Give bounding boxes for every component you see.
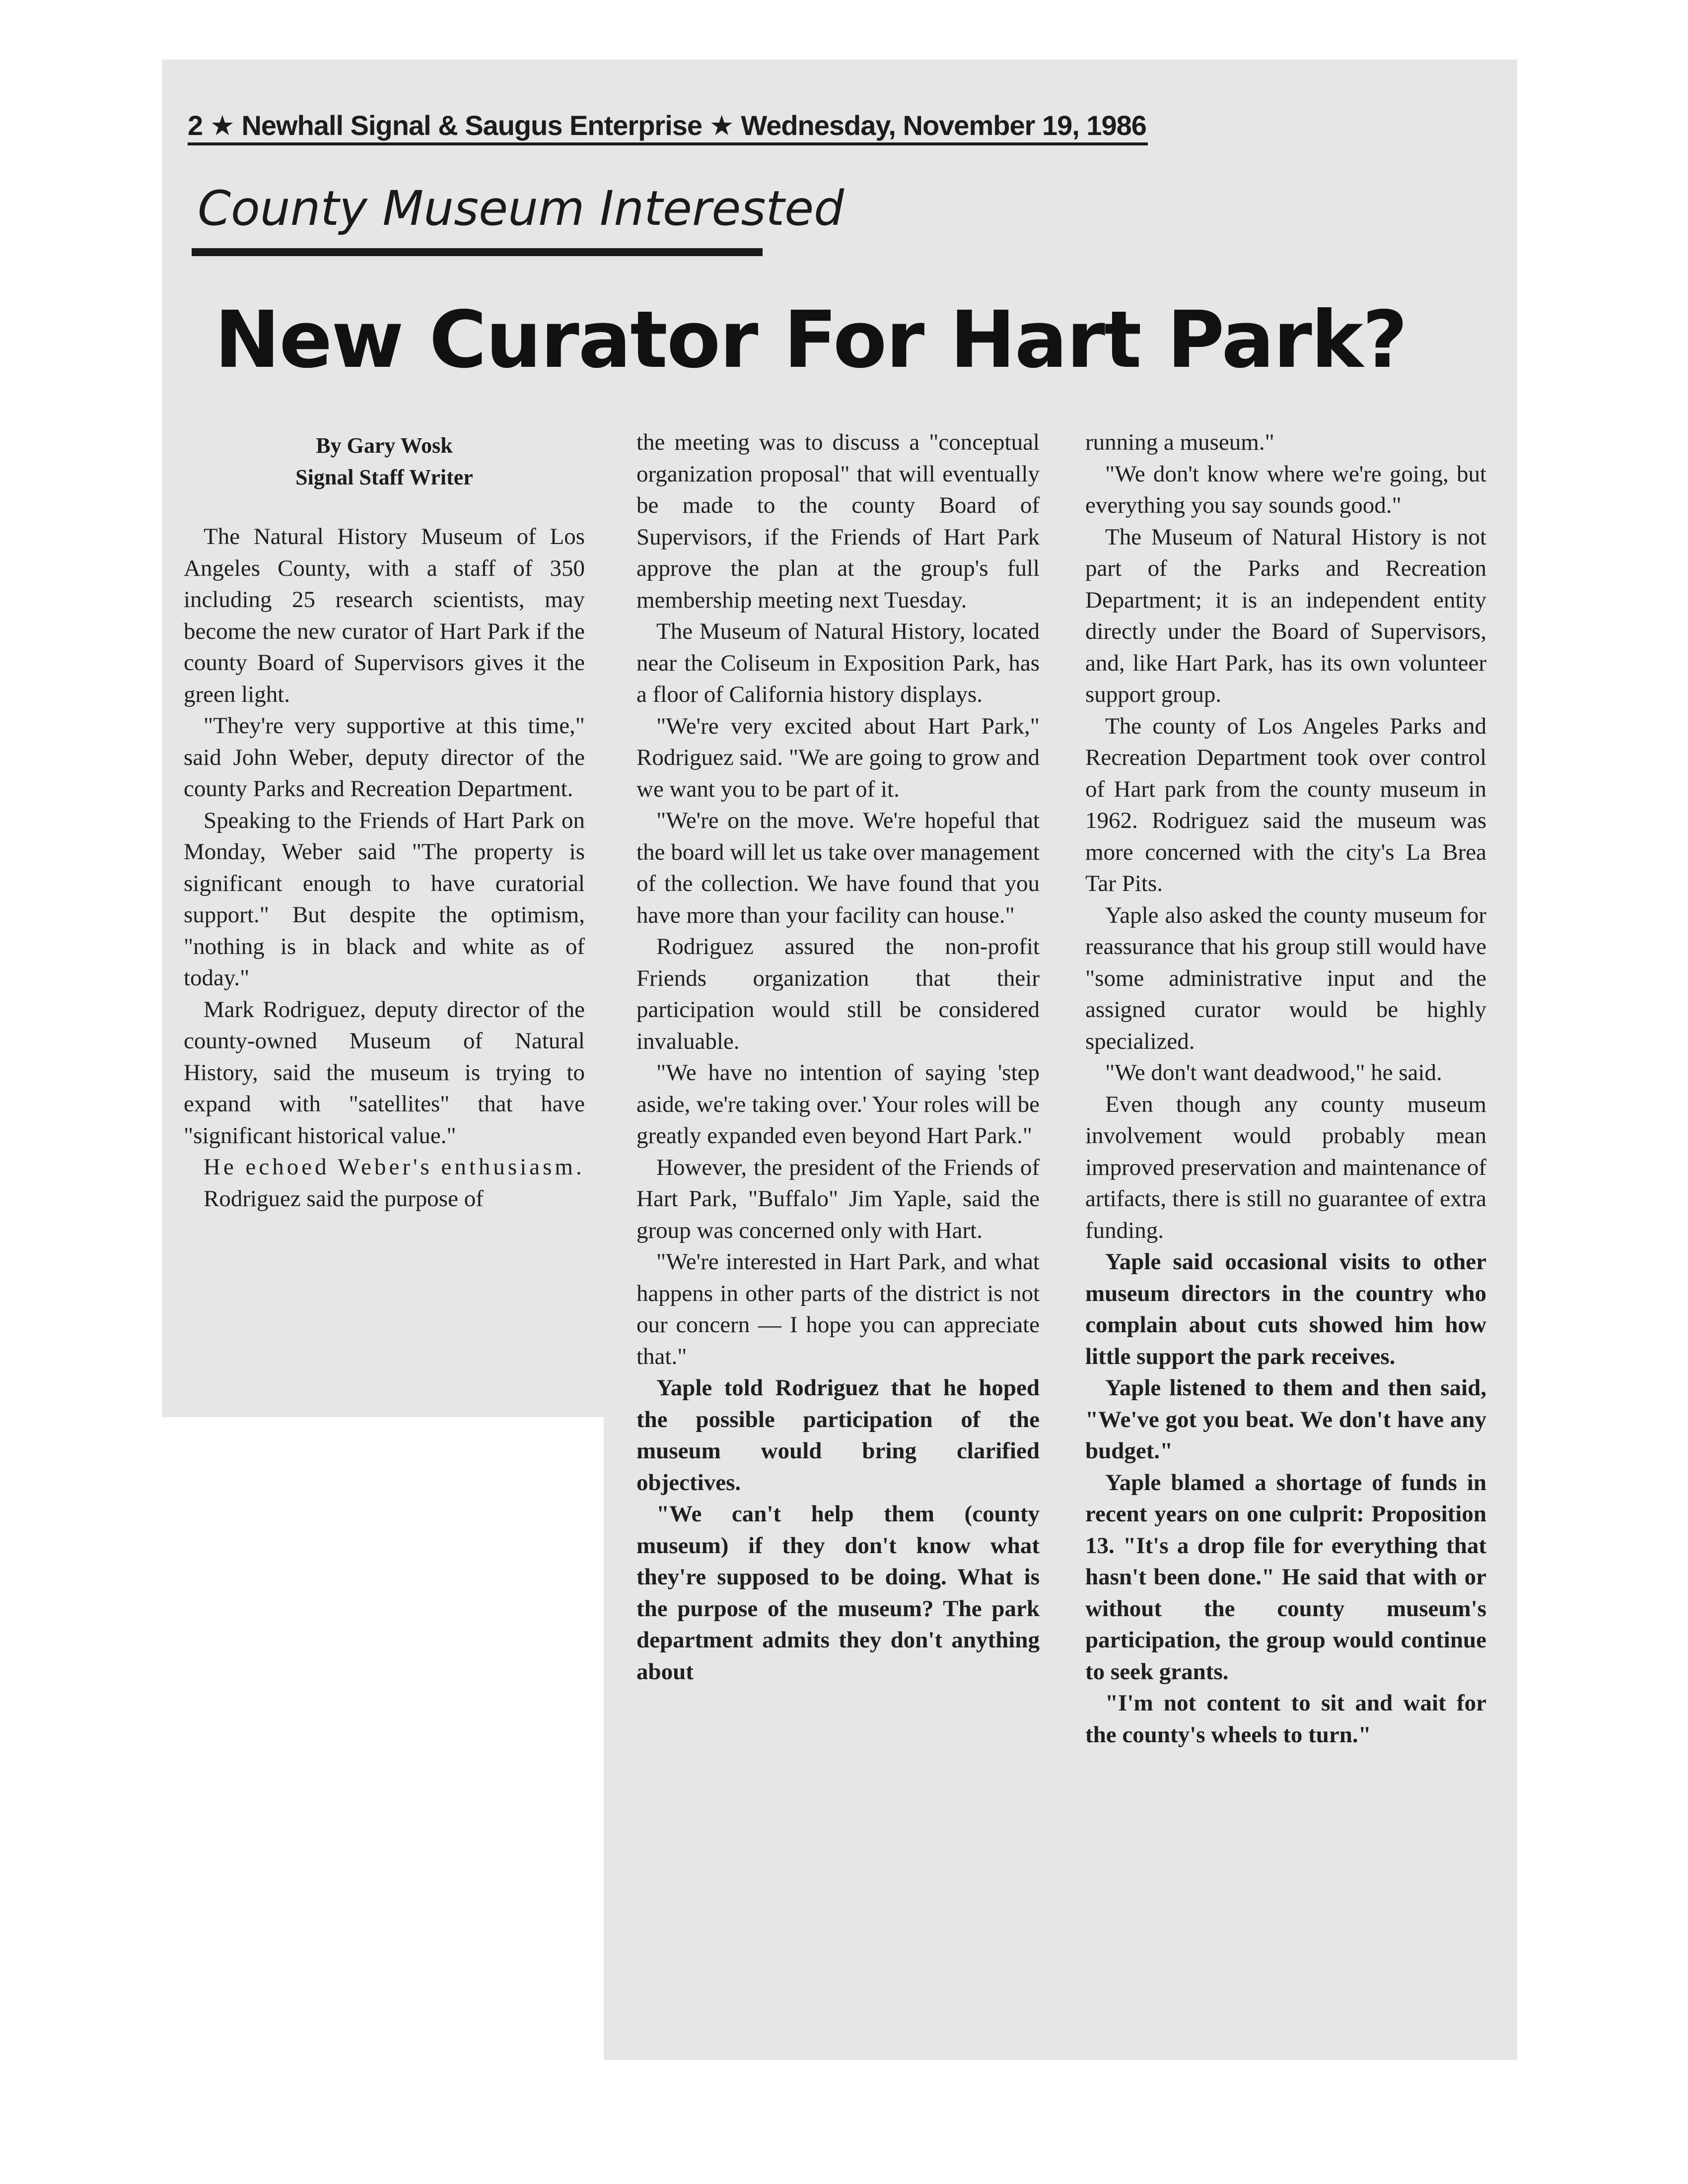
paragraph: the meeting was to discuss a "conceptual organization proposal" that will eventually be made to the county Board of Supervisors, if the Friends of Hart Park approve the plan at the group's full membership meeting next Tuesday.: [636, 429, 1040, 613]
paragraph: He echoed Weber's enthusiasm.: [204, 1154, 585, 1180]
paragraph: "We're very excited about Hart Park," Rodriguez said. "We are going to grow and we want you to be part of it.: [636, 713, 1040, 802]
paragraph: Even though any county museum involvement would probably mean improved preservation and maintenance of artifacts, there is still no guarantee of extra funding.: [1085, 1091, 1486, 1243]
paragraph: The Natural History Museum of Los Angeles County, with a staff of 350 including 25 research scientists, may become the new curator of Hart Park if the county Board of Supervisors gives it the green light.: [184, 524, 585, 707]
paragraph: "They're very supportive at this time," said John Weber, deputy director of the county Parks and Recreation Department.: [184, 713, 585, 802]
paragraph: "We're on the move. We're hopeful that the board will let us take over management of the collection. We have found that you have more than your facility can house.": [636, 808, 1040, 928]
article-column-1: [184, 521, 585, 1215]
paragraph: The Museum of Natural History is not part of the Parks and Recreation Department; it is an independent entity directly under the Board of Supervisors, and, like Hart Park, has its own volunteer support group.: [1085, 524, 1486, 707]
article-column-3: [1085, 427, 1486, 1751]
paragraph: "We don't want deadwood," he said.: [1105, 1060, 1442, 1086]
paragraph: "We can't help them (county museum) if they don't know what they're supposed to be doing. What is the purpose of the museum? The park department admits they don't anything about: [636, 1501, 1040, 1685]
paragraph: "We have no intention of saying 'step aside, we're taking over.' Your roles will be greatly expanded even beyond Hart Park.": [636, 1060, 1040, 1149]
paragraph: "I'm not content to sit and wait for the county's wheels to turn.": [1085, 1690, 1486, 1748]
paragraph: "We're interested in Hart Park, and what happens in other parts of the district is not our concern — I hope you can appreciate that.": [636, 1249, 1040, 1369]
byline-title: Signal Staff Writer: [295, 465, 473, 489]
paragraph: Speaking to the Friends of Hart Park on Monday, Weber said "The property is significant enough to have curatorial support." But despite the optimism, "nothing is in black and white as of today.": [184, 807, 585, 991]
folio-rule: [188, 142, 1148, 145]
article-column-2: [636, 427, 1040, 1688]
kicker-rule: [192, 248, 763, 256]
paragraph: Yaple also asked the county museum for reassurance that his group still would have "some administrative input and the assigned curator would be highly specialized.: [1085, 902, 1486, 1054]
paragraph: Yaple told Rodriguez that he hoped the possible participation of the museum would bring clarified objectives.: [636, 1375, 1040, 1496]
paragraph: Rodriguez assured the non-profit Friends organization that their participation would still be considered invaluable.: [636, 934, 1040, 1054]
paragraph: running a museum.": [1085, 429, 1274, 455]
page-folio: 2 ★ Newhall Signal & Saugus Enterprise ★ Wednesday, November 19, 1986: [188, 110, 1146, 141]
paragraph: Rodriguez said the purpose of: [204, 1185, 484, 1212]
paragraph: Yaple listened to them and then said, "We've got you beat. We don't have any budget.": [1085, 1375, 1486, 1464]
paragraph: The Museum of Natural History, located near the Coliseum in Exposition Park, has a floor of California history displays.: [636, 618, 1040, 707]
paragraph: Mark Rodriguez, deputy director of the county-owned Museum of Natural History, said the museum is trying to expand with "satellites" that have "significant historical value.": [184, 996, 585, 1149]
paragraph: The county of Los Angeles Parks and Recreation Department took over control of Hart park from the county museum in 1962. Rodriguez said the museum was more concerned with the city's La Brea Tar Pits.: [1085, 713, 1486, 896]
paragraph: Yaple blamed a shortage of funds in recent years on one culprit: Proposition 13. "It's a drop file for everything that hasn't been done." He said that with or without the county museum's participation, the group would continue to seek grants.: [1085, 1469, 1486, 1685]
article-headline: New Curator For Hart Park?: [214, 294, 1407, 386]
paragraph: "We don't know where we're going, but everything you say sounds good.": [1085, 461, 1486, 518]
paragraph: Yaple said occasional visits to other museum directors in the country who complain about cuts showed him how little support the park receives.: [1085, 1249, 1486, 1369]
paragraph: However, the president of the Friends of Hart Park, "Buffalo" Jim Yaple, said the group was concerned only with Hart.: [636, 1154, 1040, 1243]
byline-author: By Gary Wosk: [316, 433, 453, 458]
kicker-headline: County Museum Interested: [198, 181, 844, 236]
